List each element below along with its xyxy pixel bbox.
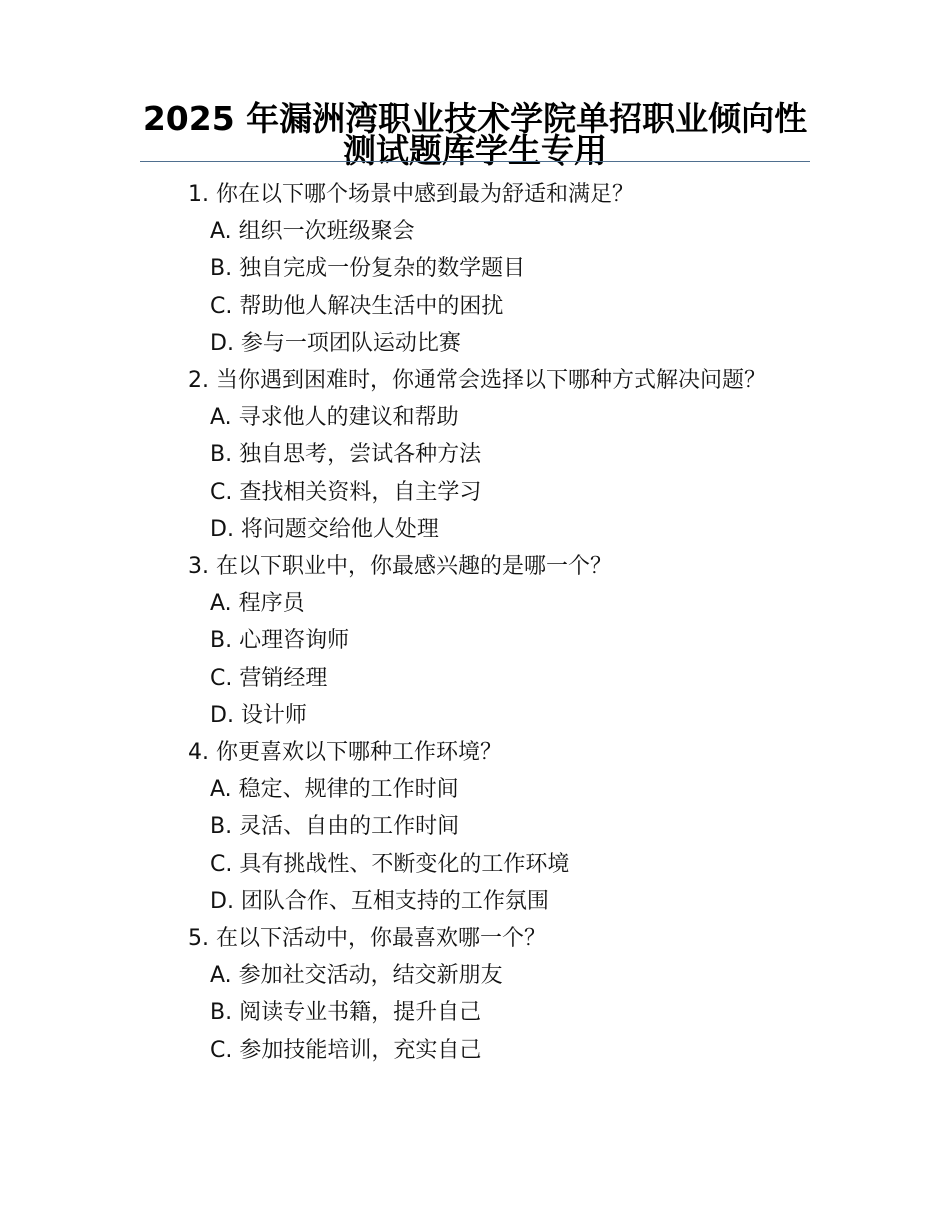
document-title: 2025 年漏洲湾职业技术学院单招职业倾向性测试题库学生专用 — [142, 99, 808, 170]
answer-option: B. 心理咨询师 — [210, 628, 350, 654]
answer-option: A. 程序员 — [210, 591, 305, 617]
question-text: 4. 你更喜欢以下哪种工作环境？ — [188, 740, 502, 766]
answer-option: C. 具有挑战性、不断变化的工作环境 — [210, 851, 570, 877]
answer-option: B. 阅读专业书籍，提升自己 — [210, 1000, 482, 1026]
question-item — [140, 734, 820, 920]
question-text: 2. 当你遇到困难时，你通常会选择以下哪种方式解决问题？ — [188, 368, 766, 394]
question-item — [140, 176, 820, 362]
answer-option: C. 查找相关资料，自主学习 — [210, 479, 482, 505]
title-divider — [140, 161, 810, 162]
question-list — [140, 176, 820, 1069]
answer-option: A. 寻求他人的建议和帮助 — [210, 405, 459, 431]
answer-option: A. 组织一次班级聚会 — [210, 219, 415, 245]
question-item — [140, 920, 820, 1069]
question-text: 5. 在以下活动中，你最喜欢哪一个？ — [188, 926, 546, 952]
question-text: 3. 在以下职业中，你最感兴趣的是哪一个？ — [188, 554, 612, 580]
question-item — [140, 362, 820, 548]
answer-option: A. 稳定、规律的工作时间 — [210, 777, 459, 803]
question-item — [140, 548, 820, 734]
answer-option: B. 独自完成一份复杂的数学题目 — [210, 256, 526, 282]
question-text: 1. 你在以下哪个场景中感到最为舒适和满足？ — [188, 182, 634, 207]
answer-option: C. 营销经理 — [210, 665, 328, 691]
answer-option: C. 参加技能培训，充实自己 — [210, 1037, 482, 1063]
answer-option: B. 独自思考，尝试各种方法 — [210, 442, 482, 468]
answer-option: B. 灵活、自由的工作时间 — [210, 814, 460, 840]
answer-option: D. 团队合作、互相支持的工作氛围 — [210, 888, 549, 914]
answer-option: C. 帮助他人解决生活中的困扰 — [210, 293, 504, 319]
answer-option: D. 设计师 — [210, 702, 307, 728]
answer-option: D. 将问题交给他人处理 — [210, 516, 439, 542]
answer-option: A. 参加社交活动，结交新朋友 — [210, 963, 503, 989]
answer-option: D. 参与一项团队运动比赛 — [210, 330, 461, 356]
